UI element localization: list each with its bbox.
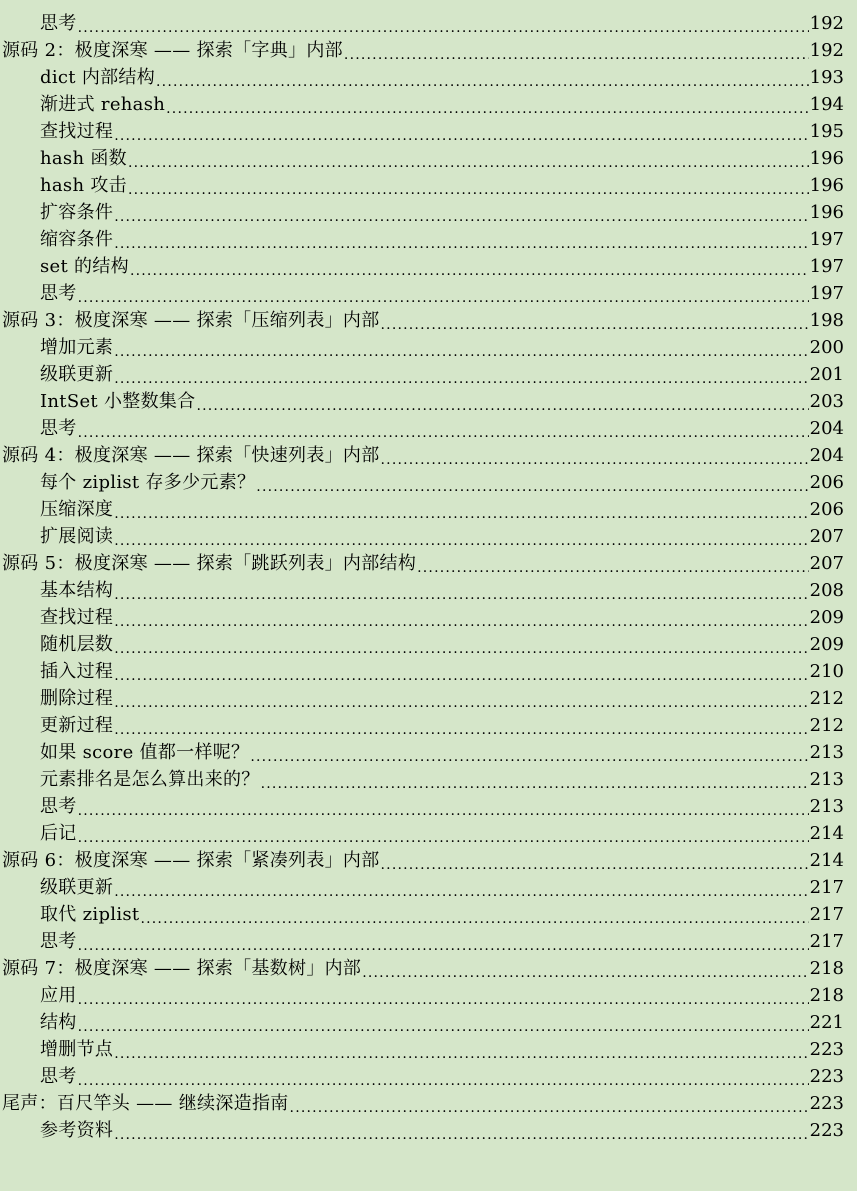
toc-chapter-entry[interactable] — [0, 440, 857, 467]
toc-entry-page-number: 212 — [809, 715, 844, 736]
toc-entry-title: 取代 ziplist — [40, 904, 140, 925]
toc-entry-page-number: 209 — [809, 607, 844, 628]
toc-entry-title: 如果 score 值都一样呢？ — [40, 742, 250, 763]
toc-entry-page-number: 218 — [809, 958, 844, 979]
toc-section-entry[interactable] — [0, 602, 857, 629]
toc-section-entry[interactable] — [0, 116, 857, 143]
toc-entry-page-number: 212 — [809, 688, 844, 709]
toc-entry-page-number: 197 — [809, 229, 844, 250]
toc-dot-leader — [114, 715, 808, 737]
toc-entry-page-number: 194 — [809, 94, 844, 115]
toc-entry-title: 源码 6：极度深寒 —— 探索「紧凑列表」内部 — [2, 850, 380, 871]
toc-entry-title: 更新过程 — [40, 715, 114, 736]
toc-entry-title: 压缩深度 — [40, 499, 114, 520]
toc-entry-page-number: 196 — [809, 175, 844, 196]
toc-section-entry[interactable] — [0, 8, 857, 35]
toc-entry-page-number: 217 — [809, 877, 844, 898]
toc-section-entry[interactable] — [0, 1061, 857, 1088]
toc-entry-page-number: 210 — [809, 661, 844, 682]
toc-entry-page-number: 214 — [809, 823, 844, 844]
table-of-contents — [0, 8, 857, 1142]
toc-section-entry[interactable] — [0, 872, 857, 899]
toc-entry-page-number: 193 — [809, 67, 844, 88]
toc-entry-title: 源码 3：极度深寒 —— 探索「压缩列表」内部 — [2, 310, 380, 331]
toc-chapter-entry[interactable] — [0, 548, 857, 575]
toc-dot-leader — [114, 526, 808, 548]
toc-dot-leader — [250, 742, 808, 764]
toc-entry-title: hash 攻击 — [40, 175, 127, 196]
toc-entry-title: IntSet 小整数集合 — [40, 391, 196, 412]
toc-entry-title: hash 函数 — [40, 148, 127, 169]
toc-entry-page-number: 200 — [809, 337, 844, 358]
toc-entry-page-number: 221 — [809, 1012, 844, 1033]
toc-dot-leader — [381, 850, 809, 872]
toc-entry-title: 思考 — [40, 13, 77, 34]
toc-section-entry[interactable] — [0, 683, 857, 710]
toc-entry-page-number: 223 — [809, 1093, 844, 1114]
toc-entry-title: 思考 — [40, 283, 77, 304]
toc-section-entry[interactable] — [0, 467, 857, 494]
toc-entry-page-number: 196 — [809, 202, 844, 223]
toc-entry-title: 源码 5：极度深寒 —— 探索「跳跃列表」内部结构 — [2, 553, 417, 574]
toc-section-entry[interactable] — [0, 332, 857, 359]
toc-section-entry[interactable] — [0, 1115, 857, 1142]
toc-dot-leader — [114, 202, 808, 224]
toc-dot-leader — [140, 904, 808, 926]
toc-entry-page-number: 201 — [809, 364, 844, 385]
toc-entry-title: 源码 7：极度深寒 —— 探索「基数树」内部 — [2, 958, 362, 979]
toc-section-entry[interactable] — [0, 980, 857, 1007]
toc-entry-page-number: 206 — [809, 472, 844, 493]
toc-dot-leader — [290, 1093, 809, 1115]
toc-entry-title: 增加元素 — [40, 337, 114, 358]
toc-dot-leader — [114, 580, 808, 602]
toc-entry-page-number: 218 — [809, 985, 844, 1006]
toc-dot-leader — [362, 958, 808, 980]
toc-entry-page-number: 192 — [809, 13, 844, 34]
toc-dot-leader — [114, 499, 808, 521]
toc-entry-page-number: 204 — [809, 418, 844, 439]
toc-entry-title: 随机层数 — [40, 634, 114, 655]
toc-entry-page-number: 213 — [809, 742, 844, 763]
toc-dot-leader — [381, 445, 809, 467]
toc-entry-title: 渐进式 rehash — [40, 94, 166, 115]
toc-dot-leader — [114, 634, 808, 656]
toc-dot-leader — [381, 310, 809, 332]
toc-section-entry[interactable] — [0, 899, 857, 926]
toc-entry-title: 每个 ziplist 存多少元素？ — [40, 472, 256, 493]
toc-section-entry[interactable] — [0, 926, 857, 953]
toc-entry-title: 缩容条件 — [40, 229, 114, 250]
toc-dot-leader — [196, 391, 808, 413]
toc-section-entry[interactable] — [0, 737, 857, 764]
toc-section-entry[interactable] — [0, 224, 857, 251]
toc-dot-leader — [78, 823, 809, 845]
toc-dot-leader — [114, 1120, 808, 1142]
toc-dot-leader — [166, 94, 809, 116]
toc-section-entry[interactable] — [0, 629, 857, 656]
toc-section-entry[interactable] — [0, 62, 857, 89]
toc-dot-leader — [128, 148, 809, 170]
toc-dot-leader — [114, 121, 808, 143]
toc-section-entry[interactable] — [0, 251, 857, 278]
toc-entry-title: 扩展阅读 — [40, 526, 114, 547]
toc-section-entry[interactable] — [0, 818, 857, 845]
toc-entry-title: 思考 — [40, 418, 77, 439]
toc-entry-title: 增删节点 — [40, 1039, 114, 1060]
toc-entry-title: 基本结构 — [40, 580, 114, 601]
toc-dot-leader — [344, 40, 809, 62]
toc-entry-page-number: 192 — [809, 40, 844, 61]
toc-dot-leader — [114, 688, 808, 710]
toc-entry-title: 后记 — [40, 823, 77, 844]
toc-entry-page-number: 214 — [809, 850, 844, 871]
toc-chapter-entry[interactable] — [0, 845, 857, 872]
toc-entry-title: 删除过程 — [40, 688, 114, 709]
toc-entry-page-number: 217 — [809, 904, 844, 925]
toc-entry-title: 元素排名是怎么算出来的？ — [40, 769, 260, 790]
toc-entry-title: set 的结构 — [40, 256, 129, 277]
toc-entry-page-number: 207 — [809, 526, 844, 547]
toc-dot-leader — [114, 661, 808, 683]
toc-entry-page-number: 197 — [809, 283, 844, 304]
toc-dot-leader — [78, 1066, 809, 1088]
toc-chapter-entry[interactable] — [0, 305, 857, 332]
toc-entry-title: 级联更新 — [40, 877, 114, 898]
toc-entry-page-number: 217 — [809, 931, 844, 952]
toc-dot-leader — [156, 67, 809, 89]
toc-entry-title: 查找过程 — [40, 607, 114, 628]
toc-entry-title: 源码 4：极度深寒 —— 探索「快速列表」内部 — [2, 445, 380, 466]
toc-section-entry[interactable] — [0, 575, 857, 602]
toc-entry-title: 级联更新 — [40, 364, 114, 385]
toc-entry-page-number: 223 — [809, 1039, 844, 1060]
toc-section-entry[interactable] — [0, 413, 857, 440]
toc-entry-page-number: 213 — [809, 796, 844, 817]
toc-entry-page-number: 196 — [809, 148, 844, 169]
toc-section-entry[interactable] — [0, 1007, 857, 1034]
toc-section-entry[interactable] — [0, 170, 857, 197]
toc-dot-leader — [78, 283, 809, 305]
toc-section-entry[interactable] — [0, 656, 857, 683]
toc-entry-title: 源码 2：极度深寒 —— 探索「字典」内部 — [2, 40, 343, 61]
toc-dot-leader — [114, 1039, 808, 1061]
toc-dot-leader — [78, 931, 809, 953]
toc-entry-page-number: 195 — [809, 121, 844, 142]
toc-dot-leader — [417, 553, 809, 575]
toc-section-entry[interactable] — [0, 791, 857, 818]
toc-chapter-entry[interactable] — [0, 1088, 857, 1115]
toc-entry-title: 尾声：百尺竿头 —— 继续深造指南 — [2, 1093, 289, 1114]
toc-section-entry[interactable] — [0, 521, 857, 548]
toc-dot-leader — [128, 175, 809, 197]
toc-dot-leader — [78, 1012, 809, 1034]
toc-entry-page-number: 223 — [809, 1120, 844, 1141]
toc-chapter-entry[interactable] — [0, 953, 857, 980]
toc-section-entry[interactable] — [0, 359, 857, 386]
toc-entry-page-number: 223 — [809, 1066, 844, 1087]
toc-dot-leader — [261, 769, 809, 791]
toc-entry-page-number: 197 — [809, 256, 844, 277]
toc-entry-page-number: 208 — [809, 580, 844, 601]
toc-section-entry[interactable] — [0, 764, 857, 791]
toc-dot-leader — [256, 472, 808, 494]
toc-entry-title: 思考 — [40, 931, 77, 952]
toc-entry-page-number: 203 — [809, 391, 844, 412]
toc-section-entry[interactable] — [0, 386, 857, 413]
toc-entry-title: 扩容条件 — [40, 202, 114, 223]
toc-entry-title: 思考 — [40, 1066, 77, 1087]
toc-entry-title: 参考资料 — [40, 1120, 114, 1141]
toc-section-entry[interactable] — [0, 278, 857, 305]
toc-dot-leader — [78, 985, 809, 1007]
toc-section-entry[interactable] — [0, 89, 857, 116]
toc-chapter-entry[interactable] — [0, 35, 857, 62]
toc-dot-leader — [78, 796, 809, 818]
toc-entry-page-number: 206 — [809, 499, 844, 520]
toc-dot-leader — [130, 256, 809, 278]
toc-dot-leader — [114, 607, 808, 629]
toc-section-entry[interactable] — [0, 494, 857, 521]
toc-entry-title: 插入过程 — [40, 661, 114, 682]
toc-dot-leader — [78, 418, 809, 440]
toc-section-entry[interactable] — [0, 1034, 857, 1061]
toc-entry-title: 思考 — [40, 796, 77, 817]
toc-entry-title: dict 内部结构 — [40, 67, 156, 88]
toc-entry-title: 应用 — [40, 985, 77, 1006]
toc-section-entry[interactable] — [0, 143, 857, 170]
toc-dot-leader — [114, 337, 808, 359]
toc-dot-leader — [114, 877, 808, 899]
toc-entry-page-number: 213 — [809, 769, 844, 790]
toc-section-entry[interactable] — [0, 197, 857, 224]
toc-dot-leader — [114, 364, 808, 386]
toc-entry-title: 查找过程 — [40, 121, 114, 142]
toc-entry-page-number: 198 — [809, 310, 844, 331]
toc-dot-leader — [114, 229, 808, 251]
toc-entry-title: 结构 — [40, 1012, 77, 1033]
toc-entry-page-number: 204 — [809, 445, 844, 466]
toc-entry-page-number: 207 — [809, 553, 844, 574]
toc-entry-page-number: 209 — [809, 634, 844, 655]
toc-dot-leader — [78, 13, 809, 35]
toc-section-entry[interactable] — [0, 710, 857, 737]
